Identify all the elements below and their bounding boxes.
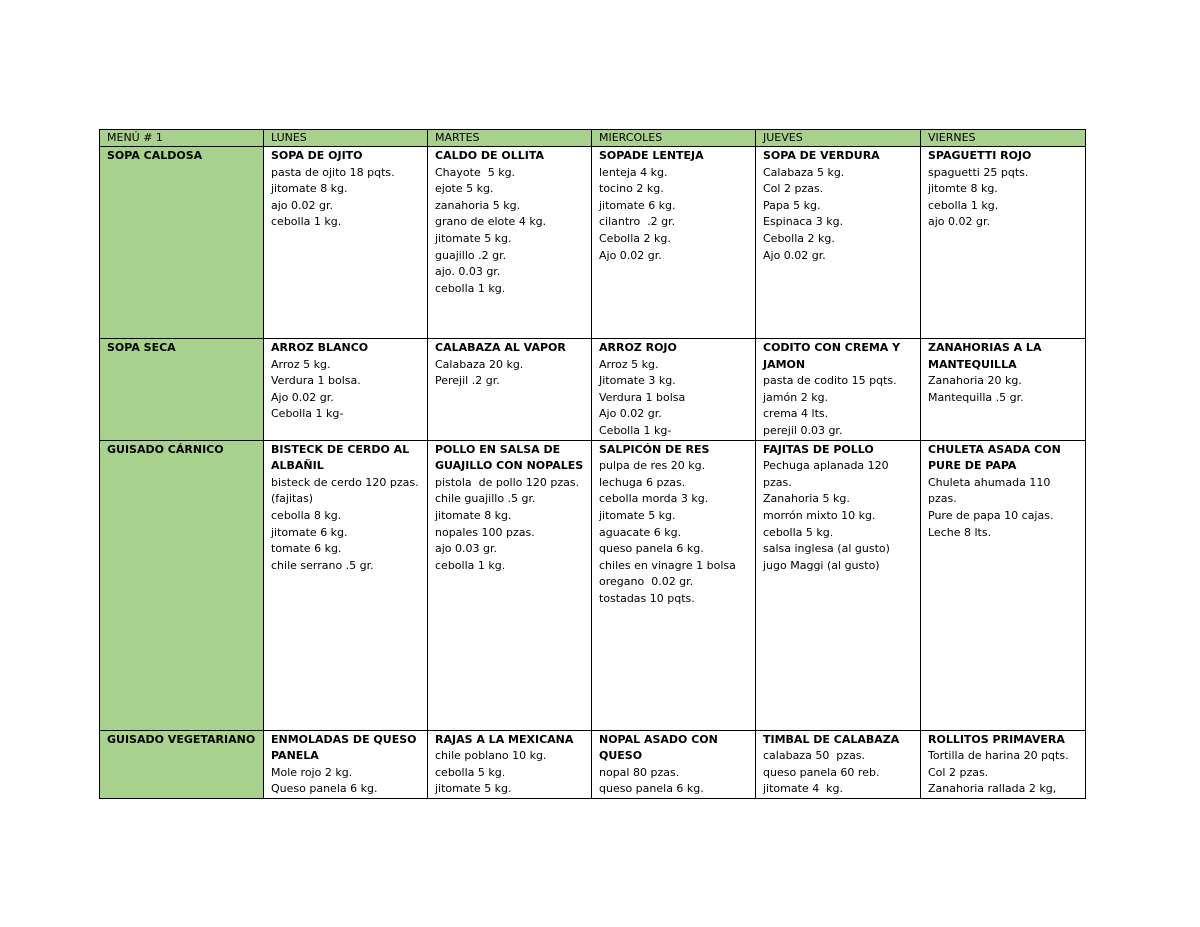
ingredient-line: ajo 0.02 gr. bbox=[271, 198, 334, 212]
dish-cell bbox=[264, 147, 428, 339]
ingredient-line: nopales 100 pzas. bbox=[435, 525, 535, 539]
dish-cell bbox=[592, 147, 756, 339]
ingredient-line: lechuga 6 pzas. bbox=[599, 475, 686, 489]
dish-cell bbox=[921, 730, 1086, 798]
ingredient-line: cebolla 1 kg. bbox=[435, 558, 506, 572]
dish-name: ZANAHORIAS A LA MANTEQUILLA bbox=[928, 341, 1042, 371]
ingredient-line: Mantequilla .5 gr. bbox=[928, 390, 1024, 404]
dish-name: TIMBAL DE CALABAZA bbox=[763, 732, 900, 746]
menu-row bbox=[100, 147, 1086, 339]
ingredient-line: Zanahoria 5 kg. bbox=[763, 492, 850, 506]
dish-name: SOPA DE VERDURA bbox=[763, 149, 880, 162]
ingredient-line: jitomate 5 kg. bbox=[435, 231, 512, 245]
ingredient-line: Chuleta ahumada 110 bbox=[928, 475, 1051, 489]
ingredient-line: jitomte 8 kg. bbox=[928, 182, 998, 196]
dish-cell bbox=[921, 440, 1086, 730]
menu-table bbox=[99, 129, 1086, 799]
dish-name: CALDO DE OLLITA bbox=[435, 149, 545, 162]
ingredient-line: guajillo .2 gr. bbox=[435, 248, 507, 262]
dish-name: ENMOLADAS DE QUESO PANELA bbox=[271, 732, 417, 763]
ingredient-line: ajo 0.02 gr. bbox=[928, 215, 991, 229]
ingredient-line: Jitomate 3 kg. bbox=[599, 374, 676, 388]
dish-cell bbox=[756, 730, 921, 798]
ingredient-line: Pure de papa 10 cajas. bbox=[928, 508, 1054, 522]
menu-title-cell: MENÚ # 1 bbox=[100, 130, 264, 147]
ingredient-line: pzas. bbox=[763, 475, 792, 489]
ingredient-line: grano de elote 4 kg. bbox=[435, 215, 547, 229]
ingredient-line: Cebolla 2 kg. bbox=[763, 231, 835, 245]
ingredient-line: Zanahoria 20 kg. bbox=[928, 374, 1022, 388]
ingredient-line: Cebolla 2 kg. bbox=[599, 231, 671, 245]
dish-name: ARROZ BLANCO bbox=[271, 341, 369, 354]
ingredient-line: cebolla 5 kg. bbox=[763, 525, 834, 539]
ingredient-line: Ajo 0.02 gr. bbox=[599, 407, 662, 421]
category-cell: SOPA CALDOSA bbox=[100, 147, 264, 339]
ingredient-line: Calabaza 20 kg. bbox=[435, 357, 524, 371]
ingredient-line: Papa 5 kg. bbox=[763, 198, 821, 212]
ingredient-line: pasta de codito 15 pqts. bbox=[763, 374, 897, 388]
ingredient-line: Chayote 5 kg. bbox=[435, 165, 516, 179]
ingredient-line: spaguetti 25 pqts. bbox=[928, 165, 1029, 179]
ingredient-line: pzas. bbox=[928, 492, 957, 506]
ingredient-line: Cebolla 1 kg- bbox=[271, 407, 344, 421]
ingredient-line: cebolla morda 3 kg. bbox=[599, 492, 709, 506]
dish-cell bbox=[756, 147, 921, 339]
ingredient-line: Mole rojo 2 kg. bbox=[271, 765, 353, 779]
ingredient-line: oregano 0.02 gr. bbox=[599, 575, 694, 589]
dish-cell bbox=[264, 730, 428, 798]
ingredient-line: bisteck de cerdo 120 pzas. bbox=[271, 475, 419, 489]
ingredient-line: Ajo 0.02 gr. bbox=[763, 248, 826, 262]
dish-name: SPAGUETTI ROJO bbox=[928, 149, 1032, 162]
ingredient-line: Tortilla de harina 20 pqts. bbox=[928, 749, 1069, 763]
ingredient-line: salsa inglesa (al gusto) bbox=[763, 542, 890, 556]
ingredient-line: calabaza 50 pzas. bbox=[763, 749, 866, 763]
ingredient-line: jitomate 4 kg. bbox=[763, 782, 844, 796]
category-cell: SOPA SECA bbox=[100, 339, 264, 441]
dish-cell bbox=[428, 730, 592, 798]
ingredient-line: jitomate 6 kg. bbox=[271, 525, 348, 539]
dish-cell bbox=[264, 339, 428, 441]
dish-cell bbox=[592, 730, 756, 798]
day-header-cell: MARTES bbox=[428, 130, 592, 147]
ingredient-line: ajo 0.03 gr. bbox=[435, 542, 498, 556]
ingredient-line: cebolla 1 kg. bbox=[928, 198, 999, 212]
category-cell: GUISADO VEGETARIANO bbox=[100, 730, 264, 798]
ingredient-line: chile poblano 10 kg. bbox=[435, 749, 547, 763]
ingredient-line: ajo. 0.03 gr. bbox=[435, 265, 501, 279]
ingredient-line: Arroz 5 kg. bbox=[599, 357, 659, 371]
ingredient-line: cilantro .2 gr. bbox=[599, 215, 676, 229]
ingredient-line: Calabaza 5 kg. bbox=[763, 165, 845, 179]
dish-name: CHULETA ASADA CON PURE DE PAPA bbox=[928, 442, 1061, 473]
ingredient-line: jitomate 8 kg. bbox=[435, 508, 512, 522]
dish-cell bbox=[921, 147, 1086, 339]
ingredient-line: nopal 80 pzas. bbox=[599, 765, 680, 779]
dish-name: CODITO CON CREMA Y JAMON bbox=[763, 341, 901, 371]
dish-name: NOPAL ASADO CON QUESO bbox=[599, 732, 718, 763]
menu-row bbox=[100, 339, 1086, 441]
menu-row bbox=[100, 440, 1086, 730]
ingredient-line: pulpa de res 20 kg. bbox=[599, 459, 706, 473]
dish-cell bbox=[428, 440, 592, 730]
day-header-cell: MIERCOLES bbox=[592, 130, 756, 147]
day-header-cell: LUNES bbox=[264, 130, 428, 147]
ingredient-line: Perejil .2 gr. bbox=[435, 374, 500, 388]
ingredient-line: Leche 8 lts. bbox=[928, 525, 992, 539]
ingredient-line: perejil 0.03 gr. bbox=[763, 423, 843, 437]
ingredient-line: chile guajillo .5 gr. bbox=[435, 492, 536, 506]
day-header-cell: VIERNES bbox=[921, 130, 1086, 147]
ingredient-line: tostadas 10 pqts. bbox=[599, 591, 695, 605]
ingredient-line: queso panela 6 kg. bbox=[599, 782, 704, 796]
ingredient-line: Queso panela 6 kg. bbox=[271, 782, 378, 796]
ingredient-line: aguacate 6 kg. bbox=[599, 525, 682, 539]
ingredient-line: Verdura 1 bolsa. bbox=[271, 374, 361, 388]
dish-cell bbox=[428, 339, 592, 441]
ingredient-line: tomate 6 kg. bbox=[271, 542, 342, 556]
ingredient-line: Espinaca 3 kg. bbox=[763, 215, 844, 229]
ingredient-line: cebolla 1 kg. bbox=[435, 281, 506, 295]
dish-name: SALPICÓN DE RES bbox=[599, 442, 710, 456]
ingredient-line: jugo Maggi (al gusto) bbox=[763, 558, 880, 572]
ingredient-line: chiles en vinagre 1 bolsa bbox=[599, 558, 736, 572]
ingredient-line: Ajo 0.02 gr. bbox=[599, 248, 662, 262]
ingredient-line: Pechuga aplanada 120 bbox=[763, 459, 889, 473]
dish-cell bbox=[756, 440, 921, 730]
ingredient-line: pasta de ojito 18 pqts. bbox=[271, 165, 395, 179]
day-header-cell: JUEVES bbox=[756, 130, 921, 147]
ingredient-line: pistola de pollo 120 pzas. bbox=[435, 475, 580, 489]
dish-name: ARROZ ROJO bbox=[599, 341, 677, 354]
dish-name: CALABAZA AL VAPOR bbox=[435, 341, 566, 354]
ingredient-line: Zanahoria rallada 2 kg, bbox=[928, 782, 1057, 796]
ingredient-line: jitomate 5 kg. bbox=[435, 782, 512, 796]
ingredient-line: Ajo 0.02 gr. bbox=[271, 390, 334, 404]
ingredient-line: jamón 2 kg. bbox=[763, 390, 829, 404]
dish-cell bbox=[264, 440, 428, 730]
dish-cell bbox=[428, 147, 592, 339]
dish-name: RAJAS A LA MEXICANA bbox=[435, 732, 574, 746]
header-row bbox=[100, 130, 1086, 147]
ingredient-line: Arroz 5 kg. bbox=[271, 357, 331, 371]
ingredient-line: jitomate 5 kg. bbox=[599, 508, 676, 522]
menu-row bbox=[100, 730, 1086, 798]
category-cell: GUISADO CÁRNICO bbox=[100, 440, 264, 730]
ingredient-line: morrón mixto 10 kg. bbox=[763, 508, 876, 522]
ingredient-line: zanahoria 5 kg. bbox=[435, 198, 521, 212]
dish-cell bbox=[921, 339, 1086, 441]
ingredient-line: Cebolla 1 kg- bbox=[599, 423, 672, 437]
ingredient-line: cebolla 5 kg. bbox=[435, 765, 506, 779]
dish-name: ROLLITOS PRIMAVERA bbox=[928, 732, 1065, 746]
ingredient-line: queso panela 60 reb. bbox=[763, 765, 880, 779]
dish-cell bbox=[592, 440, 756, 730]
dish-name: SOPADE LENTEJA bbox=[599, 149, 704, 162]
ingredient-line: Col 2 pzas. bbox=[928, 765, 989, 779]
ingredient-line: jitomate 6 kg. bbox=[599, 198, 676, 212]
dish-name: POLLO EN SALSA DE GUAJILLO CON NOPALES bbox=[435, 442, 584, 473]
ingredient-line: Verdura 1 bolsa bbox=[599, 390, 686, 404]
ingredient-line: ejote 5 kg. bbox=[435, 182, 494, 196]
dish-cell bbox=[592, 339, 756, 441]
dish-name: BISTECK DE CERDO AL ALBAÑIL bbox=[271, 442, 410, 473]
ingredient-line: tocino 2 kg. bbox=[599, 182, 664, 196]
ingredient-line: cebolla 8 kg. bbox=[271, 508, 342, 522]
ingredient-line: crema 4 lts. bbox=[763, 407, 829, 421]
dish-name: FAJITAS DE POLLO bbox=[763, 442, 874, 456]
dish-cell bbox=[756, 339, 921, 441]
ingredient-line: lenteja 4 kg. bbox=[599, 165, 668, 179]
ingredient-line: Col 2 pzas. bbox=[763, 182, 824, 196]
ingredient-line: jitomate 8 kg. bbox=[271, 182, 348, 196]
dish-name: SOPA DE OJITO bbox=[271, 149, 363, 162]
ingredient-line: cebolla 1 kg. bbox=[271, 215, 342, 229]
ingredient-line: chile serrano .5 gr. bbox=[271, 558, 374, 572]
ingredient-line: queso panela 6 kg. bbox=[599, 542, 704, 556]
ingredient-line: (fajitas) bbox=[271, 492, 314, 506]
